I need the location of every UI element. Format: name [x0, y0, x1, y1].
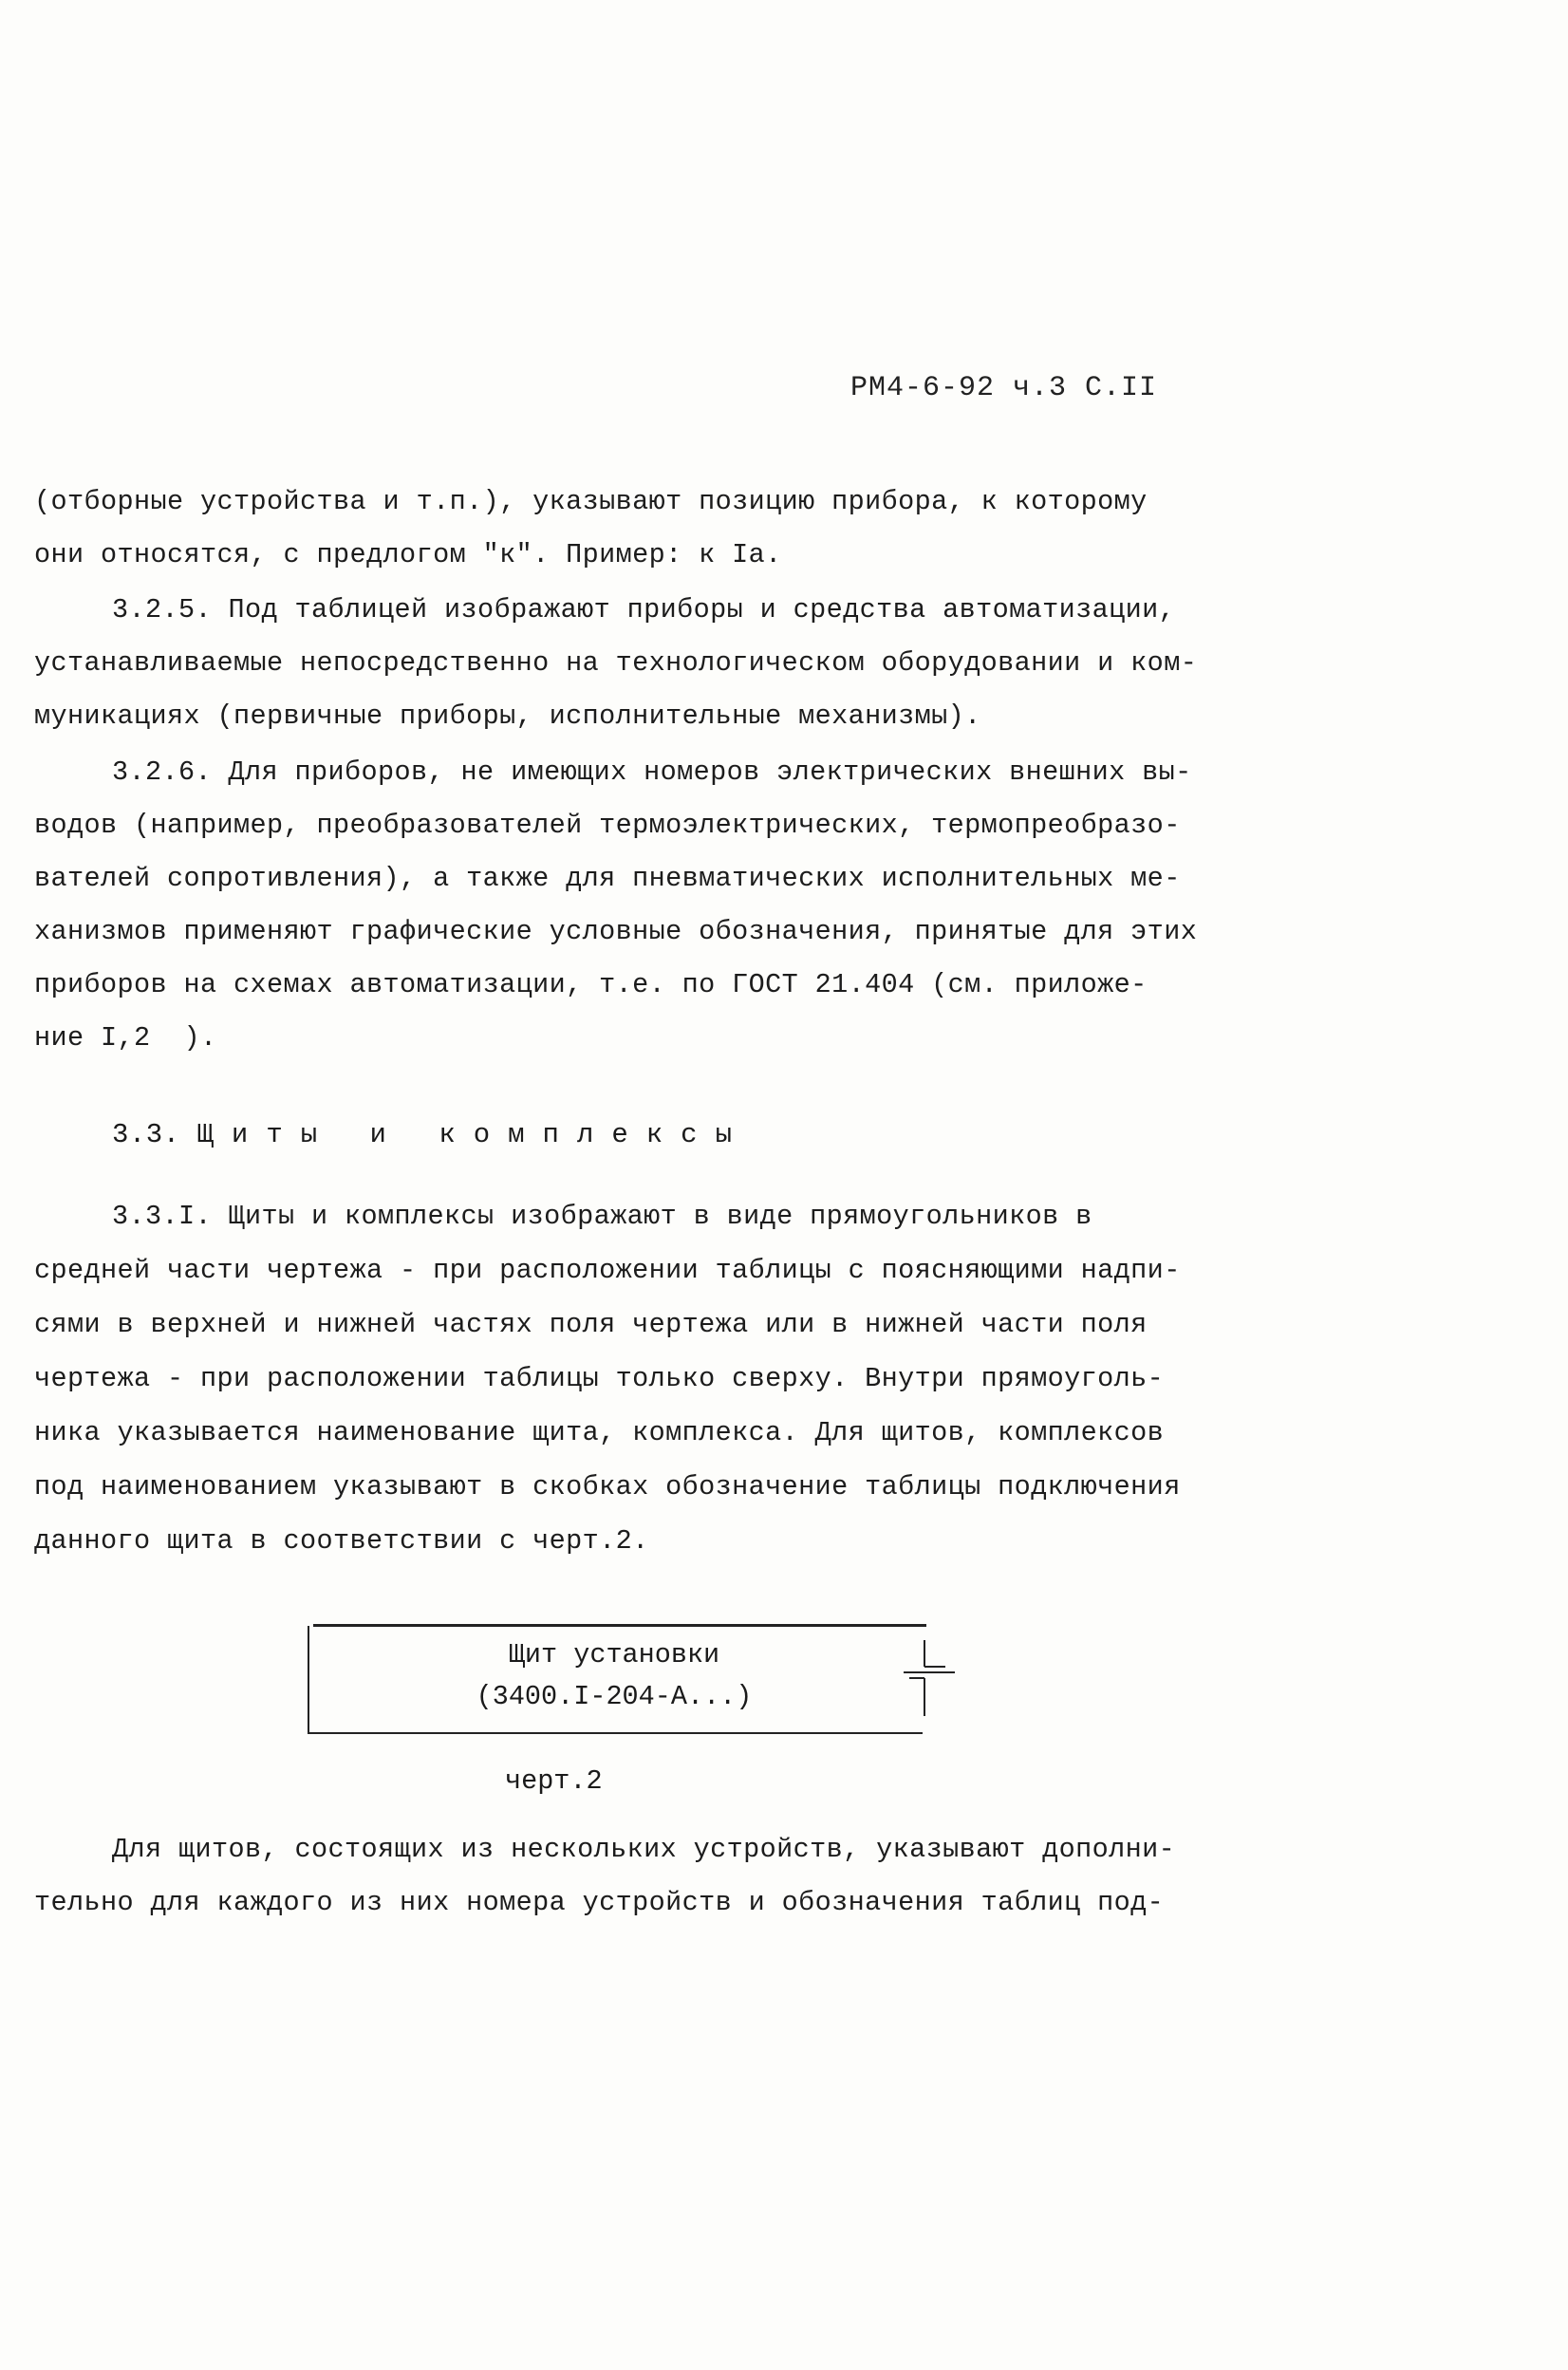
text-line: муникациях (первичные приборы, исполнительные механизмы).: [34, 700, 981, 732]
text-line: вателей сопротивления), а также для пневматических исполнительных ме-: [34, 863, 1181, 894]
figure-panel-box: [308, 1626, 923, 1734]
text-line: водов (например, преобразователей термоэлектрических, термопреобразо-: [34, 810, 1181, 841]
figure-panel-name: Щит установки: [508, 1639, 720, 1670]
connection-marker-icon: [896, 1638, 962, 1724]
text-line: они относятся, с предлогом "к". Пример: к Iа.: [34, 539, 782, 570]
page-header-doc-ref: РМ4-6-92 ч.3 С.II: [850, 372, 1158, 404]
text-line: чертежа - при расположении таблицы только сверху. Внутри прямоуголь-: [34, 1363, 1165, 1394]
section-heading: [112, 1119, 750, 1150]
text-line: ника указывается наименование щита, комплекса. Для щитов, комплексов: [34, 1417, 1165, 1448]
text-line: устанавливаемые непосредственно на технологическом оборудовании и ком-: [34, 647, 1198, 679]
section-number: 3.3.: [112, 1119, 180, 1150]
text-line: средней части чертежа - при расположении таблицы с поясняющими надпи-: [34, 1255, 1181, 1286]
text-line: сями в верхней и нижней частях поля чертежа или в нижней части поля: [34, 1309, 1148, 1340]
section-title: Щиты и комплексы: [196, 1119, 750, 1150]
text-line: ханизмов применяют графические условные обозначения, принятые для этих: [34, 916, 1198, 947]
figure-caption: черт.2: [505, 1765, 603, 1797]
text-line: тельно для каждого из них номера устройств и обозначения таблиц под-: [34, 1887, 1165, 1918]
text-line: 3.2.5. Под таблицей изображают приборы и средства автоматизации,: [112, 594, 1176, 625]
figure-panel-table-ref: (3400.I-204-А...): [476, 1681, 753, 1712]
text-line: данного щита в соответствии с черт.2.: [34, 1525, 649, 1557]
text-line: 3.2.6. Для приборов, не имеющих номеров электрических внешних вы-: [112, 756, 1192, 788]
text-line: (отборные устройства и т.п.), указывают позицию прибора, к которому: [34, 486, 1148, 517]
text-line: ние I,2 ).: [34, 1022, 217, 1054]
text-line: под наименованием указывают в скобках обозначение таблицы подключения: [34, 1471, 1181, 1502]
text-line: Для щитов, состоящих из нескольких устройств, указывают дополни-: [112, 1834, 1176, 1865]
text-line: 3.3.I. Щиты и комплексы изображают в виде прямоугольников в: [112, 1201, 1092, 1232]
text-line: приборов на схемах автоматизации, т.е. по ГОСТ 21.404 (см. приложе-: [34, 969, 1148, 1000]
